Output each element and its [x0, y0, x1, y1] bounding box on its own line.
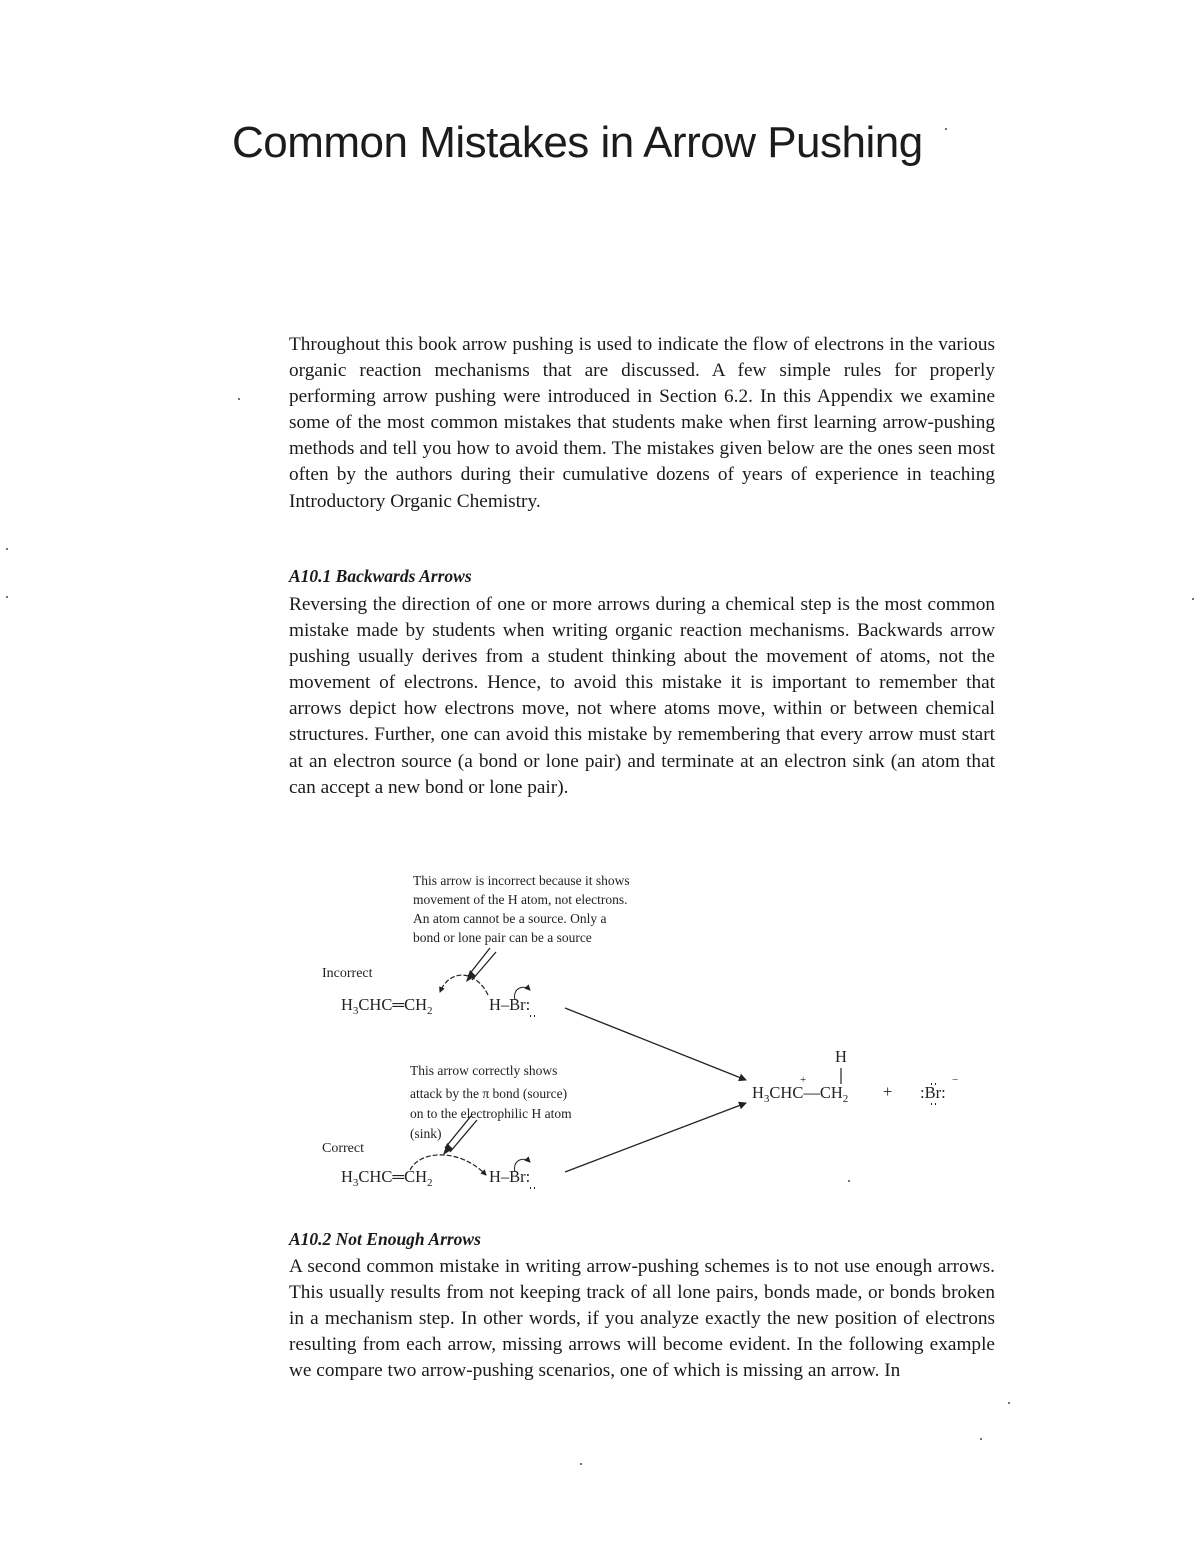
scan-speck — [1192, 598, 1194, 600]
scan-speck — [580, 1463, 582, 1465]
bromide-negative-charge: − — [952, 1074, 959, 1086]
correct-note-line-2: attack by the π bond (source) — [410, 1086, 568, 1101]
section-body-backwards-arrows: Reversing the direction of one or more arrows during a chemical step is the most common mistake made by students when writing organic reaction mechanisms. Backwards arrow pushing usually derives from a student thinking about the movement of atoms, not the movement of electrons. Hence, to avoid this mistake it is important to remember that arrows depict how electrons move, not where atoms move, within or between chemical structures. Further, one can avoid this mistake by remembering that every arrow must start at an electron source (a bond or lone pair) and terminate at an electron sink (an atom that can accept a new bond or lone pair). — [289, 594, 995, 798]
correct-reaction-arrow — [565, 1103, 746, 1172]
scan-speck — [980, 1438, 982, 1440]
incorrect-alkene: $H_3CHC═CH_2$ — [341, 995, 433, 1017]
scan-speck — [6, 548, 8, 550]
correct-label: Correct — [322, 1141, 364, 1156]
scan-speck — [6, 596, 8, 598]
section-heading-not-enough-arrows: A10.2 Not Enough Arrows — [289, 1229, 481, 1249]
incorrect-note-line-3: An atom cannot be a source. Only a — [413, 911, 607, 926]
scan-speck — [945, 128, 947, 130]
correct-note-line-4: (sink) — [410, 1126, 442, 1141]
section-heading-backwards-arrows: A10.1 Backwards Arrows — [289, 566, 472, 586]
incorrect-note-line-4: bond or lone pair can be a source — [413, 930, 592, 945]
incorrect-reaction-arrow — [565, 1008, 746, 1080]
incorrect-label: Incorrect — [322, 966, 373, 981]
section-body-not-enough-arrows: A second common mistake in writing arrow-pushing schemes is to not use enough arrows. This usually results from not keeping track of all lone pairs, bonds made, or bonds broken in a mechanism step. In other words, if you analyze exactly the new position of electrons resulting from each arrow, missing arrows will become evident. In the following example we compare two arrow-pushing scenarios, one of which is missing an arrow. In — [289, 1256, 995, 1382]
incorrect-note-line-1: This arrow is incorrect because it shows — [413, 873, 630, 888]
correct-note-line-3: on to the electrophilic H atom — [410, 1106, 572, 1121]
correct-alkene: $H_3CHC═CH_2$ — [341, 1167, 433, 1189]
incorrect-curved-arrow — [440, 975, 488, 995]
product-plus-sign: + — [883, 1082, 893, 1101]
scan-speck — [238, 398, 240, 400]
correct-pointer-head — [443, 1143, 453, 1155]
product-top-h: H — [835, 1047, 847, 1066]
correct-hbr: H–Br: — [489, 1167, 531, 1186]
scan-speck — [848, 1180, 850, 1182]
correct-note-line-1: This arrow correctly shows — [410, 1063, 558, 1078]
page-title: Common Mistakes in Arrow Pushing — [232, 118, 923, 167]
intro-paragraph: Throughout this book arrow pushing is used to indicate the flow of electrons in the various organic reaction mechanisms that are discussed. A few simple rules for properly performing arrow pushing were introduced in Section 6.2. In this Appendix we examine some of the most common mistakes that students make when first learning arrow-pushing methods and tell you how to avoid them. The mistakes given below are the ones seen most often by the authors during their cumulative dozens of years of experience in teaching Introductory Organic Chemistry. — [289, 334, 995, 512]
product-bromide: :Br: — [920, 1083, 946, 1102]
product-cation: $H_3CHC—CH_2$ — [752, 1083, 849, 1105]
product-positive-charge: + — [800, 1074, 807, 1086]
incorrect-hbr: H–Br: — [489, 995, 531, 1014]
incorrect-note-line-2: movement of the H atom, not electrons. — [413, 892, 628, 907]
scan-speck — [1008, 1402, 1010, 1404]
